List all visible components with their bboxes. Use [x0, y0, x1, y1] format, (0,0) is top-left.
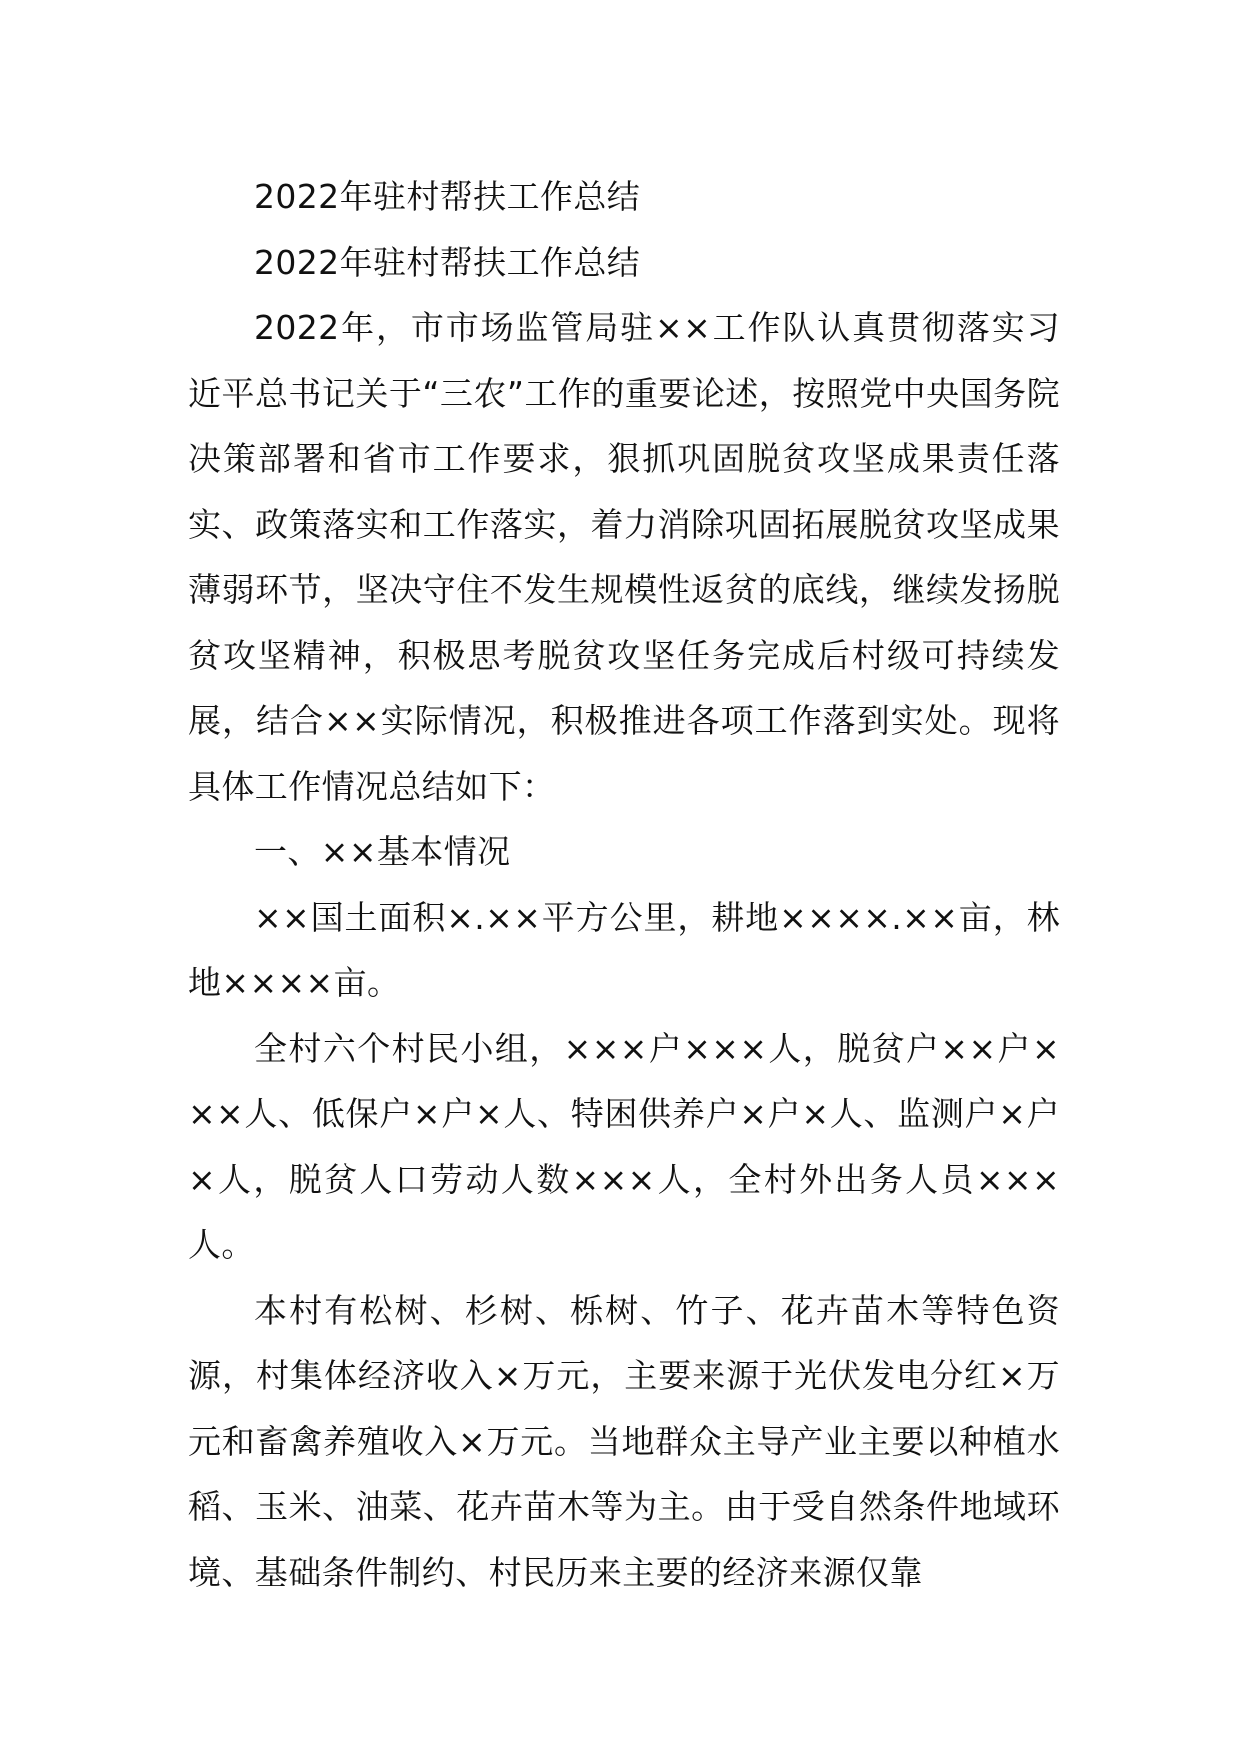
section-heading: 一、××基本情况 [254, 832, 511, 871]
intro-paragraph: 2022年，市市场监管局驻××工作队认真贯彻落实习近平总书记关于“三农”工作的重要论述，按照党中央国务院决策部署和省市工作要求，狠抓巩固脱贫攻坚成果责任落实、政策落实和工作落实，着力消除巩固拓展脱贫攻坚成果薄弱环节，坚决守住不发生规模性返贫的底线，继续发扬脱贫攻坚精神，积极思考脱贫攻坚任务完成后村级可持续发展，结合××实际情况，积极推进各项工作落到实处。现将具体工作情况总结如下： [188, 308, 1060, 806]
document-body [188, 164, 1060, 1605]
population-paragraph: 全村六个村民小组，×××户×××人，脱贫户××户×××人、低保户×户×人、特困供养户×户×人、监测户×户×人，脱贫人口劳动人数×××人，全村外出务人员×××人。 [188, 1028, 1060, 1264]
land-paragraph: ××国土面积×.××平方公里，耕地××××.××亩，林地××××亩。 [188, 897, 1060, 1002]
document-title: 2022年驻村帮扶工作总结 [254, 177, 641, 216]
economy-paragraph: 本村有松树、杉树、栎树、竹子、花卉苗木等特色资源，村集体经济收入×万元，主要来源于光伏发电分红×万元和畜禽养殖收入×万元。当地群众主导产业主要以种植水稻、玉米、油菜、花卉苗木等为主。由于受自然条件地域环境、基础条件制约、村民历来主要的经济来源仅靠 [188, 1290, 1060, 1592]
document-subtitle: 2022年驻村帮扶工作总结 [254, 242, 641, 282]
